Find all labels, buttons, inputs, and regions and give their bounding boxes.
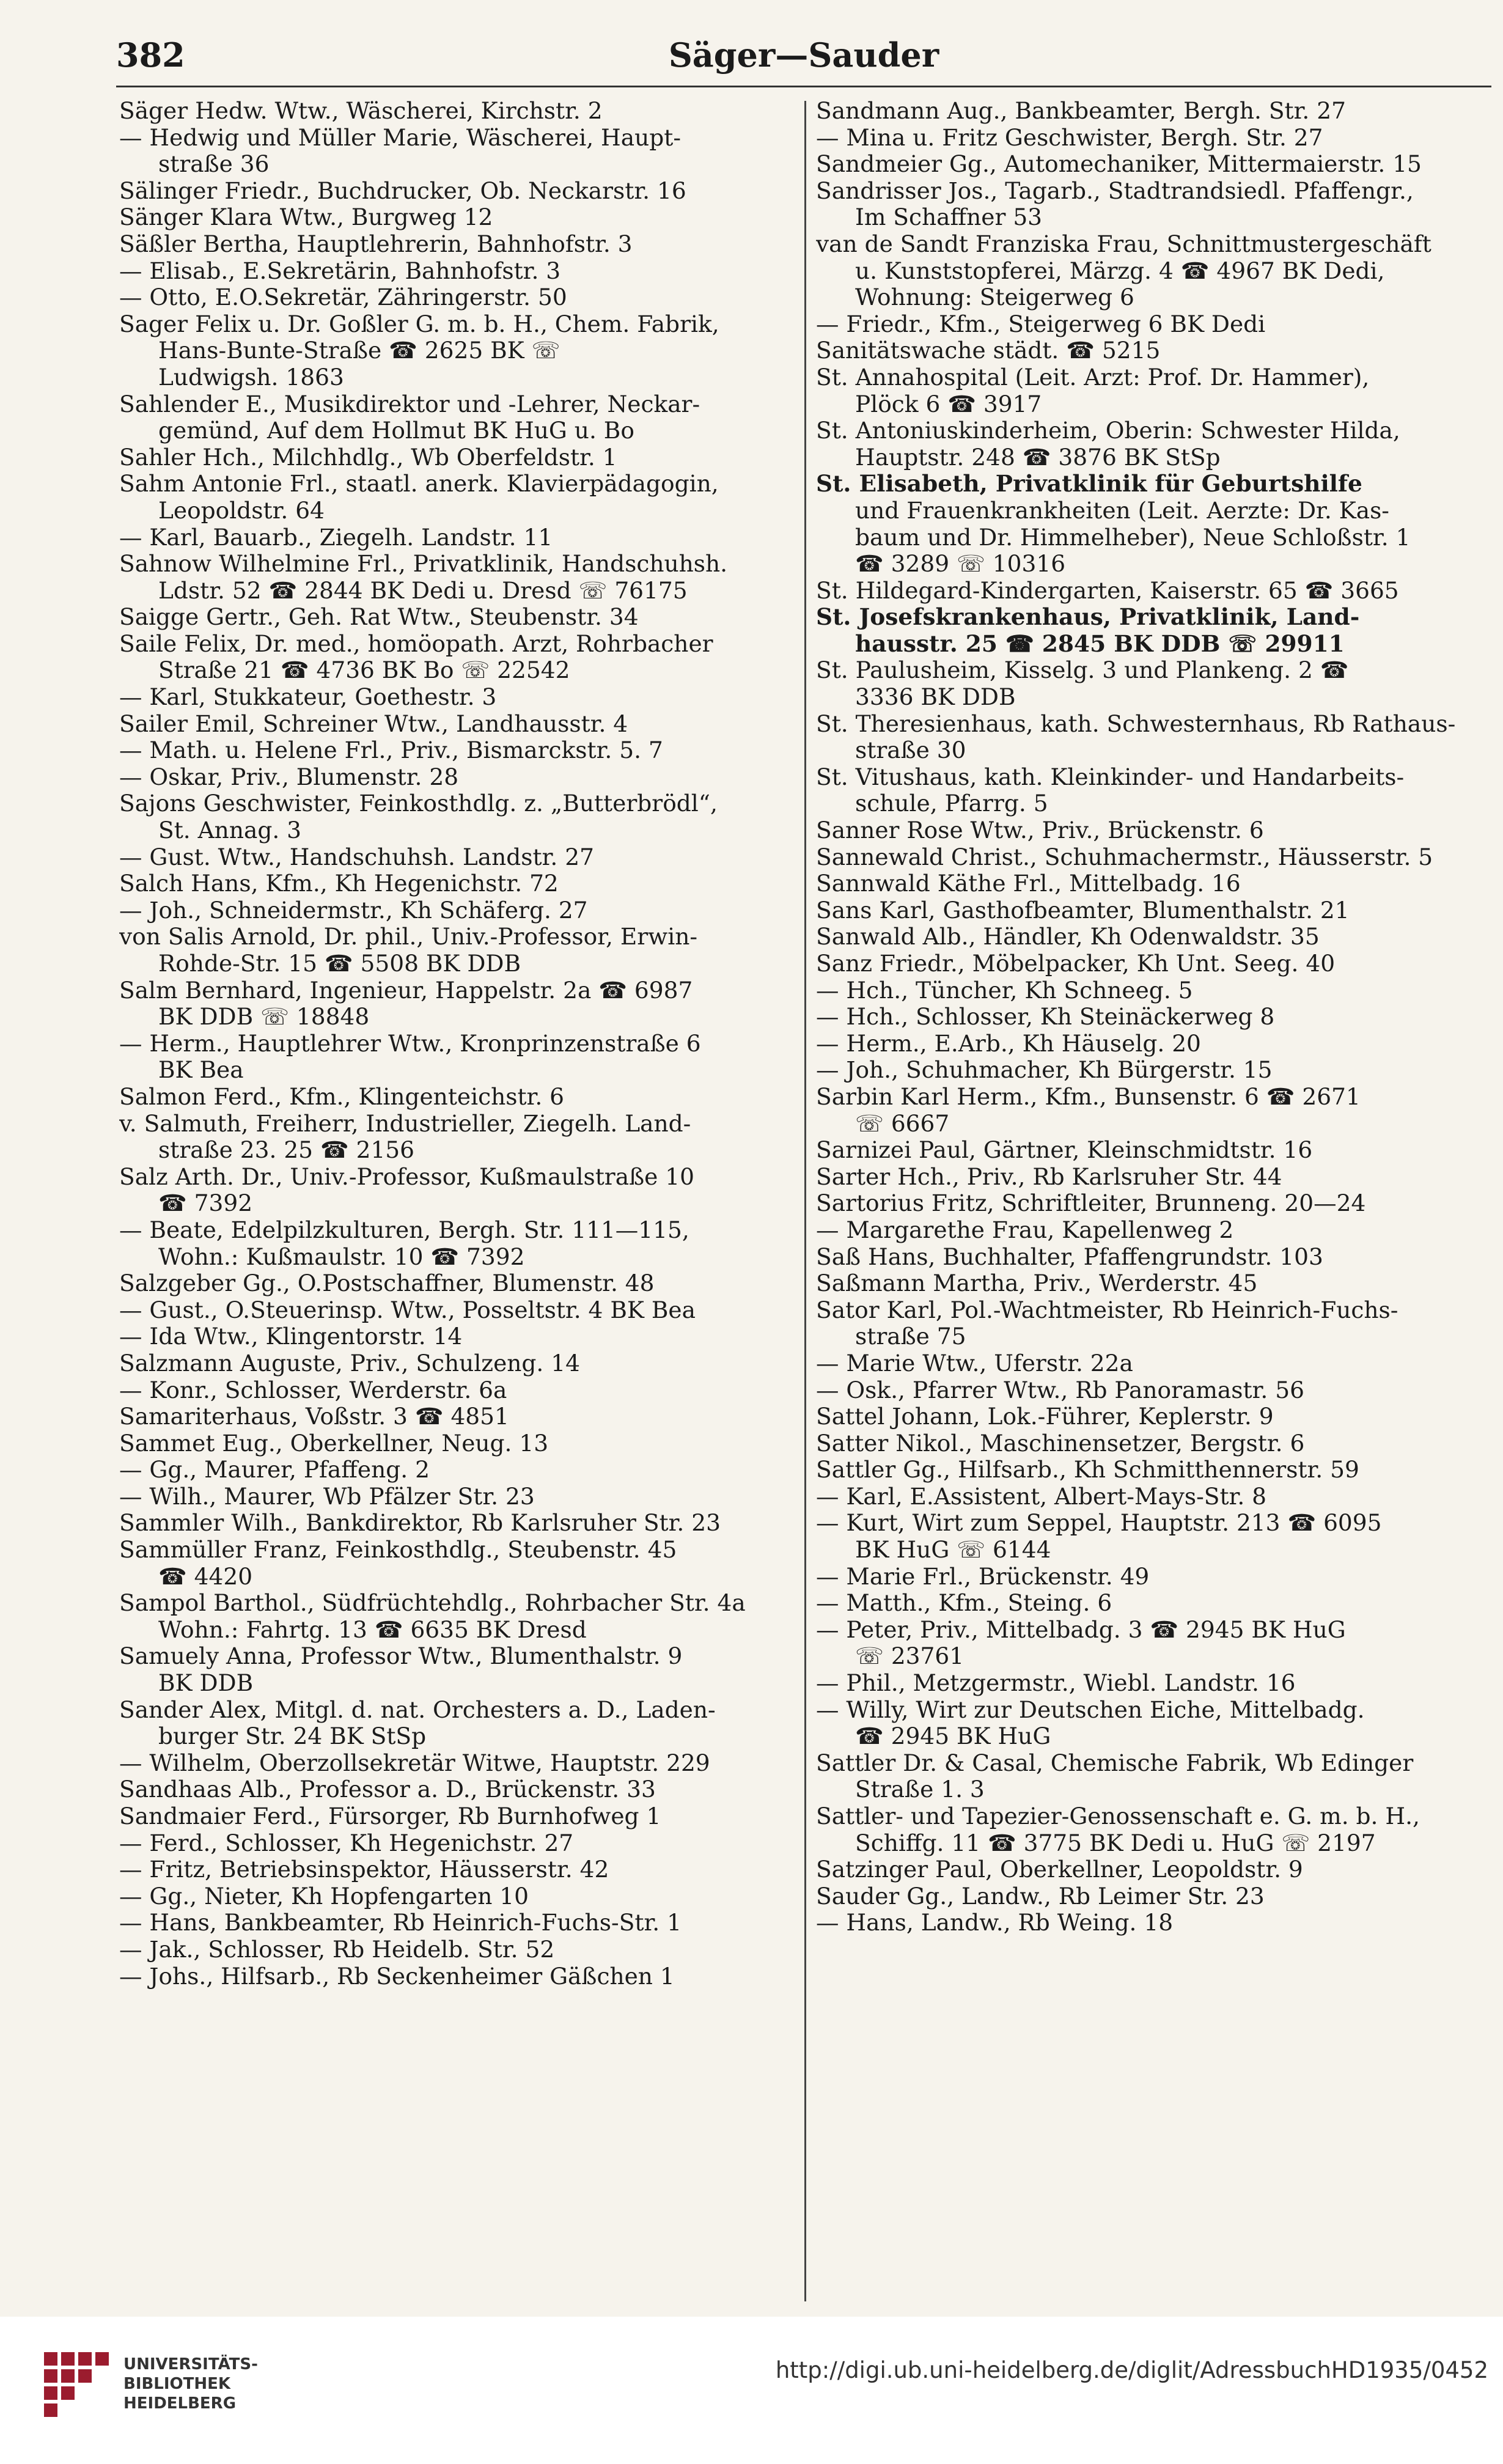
directory-entry-line: van de Sandt Franziska Frau, Schnittmustergeschäft bbox=[816, 230, 1431, 257]
directory-entry-line: straße 75 bbox=[855, 1323, 966, 1350]
directory-entry-line: BK DDB bbox=[158, 1670, 254, 1697]
directory-entry-line: Wohnung: Steigerweg 6 bbox=[855, 284, 1134, 311]
directory-entry-line: Sammler Wilh., Bankdirektor, Rb Karlsruher Str. 23 bbox=[119, 1510, 721, 1537]
directory-entry-line: Sanitätswache städt. ☎ 5215 bbox=[816, 337, 1161, 364]
library-name-line: BIBLIOTHEK bbox=[123, 2375, 231, 2393]
directory-entry-line: — Herm., Hauptlehrer Wtw., Kronprinzenstraße 6 bbox=[119, 1030, 701, 1057]
directory-entry-line: — Otto, E.O.Sekretär, Zähringerstr. 50 bbox=[119, 284, 567, 311]
directory-entry-line: Sahlender E., Musikdirektor und -Lehrer, Neckar- bbox=[119, 391, 700, 417]
directory-entry-line: — Oskar, Priv., Blumenstr. 28 bbox=[119, 763, 459, 790]
directory-entry-line: Salmon Ferd., Kfm., Klingenteichstr. 6 bbox=[119, 1083, 565, 1110]
directory-entry-line: — Marie Frl., Brückenstr. 49 bbox=[816, 1563, 1150, 1590]
directory-entry-line: — Hch., Tüncher, Kh Schneeg. 5 bbox=[816, 977, 1193, 1004]
directory-entry-line: Rohde-Str. 15 ☎ 5508 BK DDB bbox=[158, 951, 521, 977]
directory-entry-line: — Peter, Priv., Mittelbadg. 3 ☎ 2945 BK HuG bbox=[816, 1616, 1346, 1643]
directory-entry-line: baum und Dr. Himmelheber), Neue Schloßstr. 1 bbox=[855, 524, 1411, 551]
directory-entry-line: — Jak., Schlosser, Rb Heidelb. Str. 52 bbox=[119, 1936, 555, 1963]
directory-entry-line: — Wilhelm, Oberzollsekretär Witwe, Hauptstr. 229 bbox=[119, 1749, 710, 1776]
page-header bbox=[116, 35, 1491, 97]
directory-entry-line: Satzinger Paul, Oberkellner, Leopoldstr. 9 bbox=[816, 1856, 1303, 1883]
directory-entry-line: straße 30 bbox=[855, 737, 966, 764]
directory-entry-line: Sans Karl, Gasthofbeamter, Blumenthalstr. 21 bbox=[816, 897, 1350, 924]
directory-entry-line: Sandmeier Gg., Automechaniker, Mittermaierstr. 15 bbox=[816, 151, 1422, 178]
directory-entry-line: Sarnizei Paul, Gärtner, Kleinschmidtstr. 16 bbox=[816, 1137, 1313, 1164]
directory-entry-line: — Math. u. Helene Frl., Priv., Bismarckstr. 5. 7 bbox=[119, 737, 663, 764]
directory-entry-line: ☎ 7392 bbox=[158, 1190, 253, 1217]
directory-entry-line: u. Kunststopferei, Märzg. 4 ☎ 4967 BK Dedi, bbox=[855, 257, 1385, 284]
directory-entry-line: — Osk., Pfarrer Wtw., Rb Panoramastr. 56 bbox=[816, 1377, 1304, 1403]
directory-entry-line: Straße 1. 3 bbox=[855, 1776, 985, 1803]
directory-entry-line: v. Salmuth, Freiherr, Industrieller, Ziegelh. Land- bbox=[119, 1110, 691, 1137]
directory-entry-line: Sager Felix u. Dr. Goßler G. m. b. H., Chem. Fabrik, bbox=[119, 311, 719, 337]
directory-entry-line: Im Schaffner 53 bbox=[855, 204, 1043, 231]
directory-entry-line: Saile Felix, Dr. med., homöopath. Arzt, Rohrbacher bbox=[119, 630, 713, 657]
directory-entry-line: Wohn.: Kußmaulstr. 10 ☎ 7392 bbox=[158, 1243, 525, 1270]
directory-entry-line: Sanwald Alb., Händler, Kh Odenwaldstr. 35 bbox=[816, 924, 1320, 951]
directory-entry-line: Salch Hans, Kfm., Kh Hegenichstr. 72 bbox=[119, 870, 559, 897]
directory-entry-line: — Kurt, Wirt zum Seppel, Hauptstr. 213 ☎ 6095 bbox=[816, 1510, 1382, 1537]
directory-entry-line: Salm Bernhard, Ingenieur, Happelstr. 2a ☎ 6987 bbox=[119, 977, 693, 1004]
directory-entry-line: hausstr. 25 ☎ 2845 BK DDB ☏ 29911 bbox=[855, 630, 1345, 657]
directory-entry-line: Straße 21 ☎ 4736 BK Bo ☏ 22542 bbox=[158, 657, 570, 684]
directory-entry-line: Samariterhaus, Voßstr. 3 ☎ 4851 bbox=[119, 1403, 509, 1430]
directory-entry-line: — Elisab., E.Sekretärin, Bahnhofstr. 3 bbox=[119, 257, 561, 284]
directory-entry-line: Sattler Dr. & Casal, Chemische Fabrik, Wb Edinger bbox=[816, 1749, 1414, 1776]
directory-entry-line: von Salis Arnold, Dr. phil., Univ.-Professor, Erwin- bbox=[119, 924, 698, 951]
directory-entry-line: — Johs., Hilfsarb., Rb Seckenheimer Gäßchen 1 bbox=[119, 1963, 675, 1990]
library-name-line: HEIDELBERG bbox=[123, 2394, 237, 2413]
directory-entry-line: Leopoldstr. 64 bbox=[158, 497, 325, 524]
directory-entry-line: ☎ 2945 BK HuG bbox=[855, 1723, 1051, 1750]
directory-entry-line: Sailer Emil, Schreiner Wtw., Landhausstr. 4 bbox=[119, 710, 628, 737]
directory-entry-line: — Phil., Metzgermstr., Wiebl. Landstr. 16 bbox=[816, 1670, 1296, 1697]
directory-entry-line: BK HuG ☏ 6144 bbox=[855, 1537, 1051, 1564]
directory-entry-line: Sandmann Aug., Bankbeamter, Bergh. Str. 27 bbox=[816, 98, 1346, 124]
library-logo-icon bbox=[40, 2348, 114, 2428]
directory-entry-line: St. Elisabeth, Privatklinik für Geburtshilfe bbox=[816, 471, 1362, 498]
directory-entry-line: Sandrisser Jos., Tagarb., Stadtrandsiedl. Pfaffengr., bbox=[816, 177, 1414, 204]
directory-entry-line: — Gg., Nieter, Kh Hopfengarten 10 bbox=[119, 1883, 529, 1910]
directory-entry-line: Sänger Klara Wtw., Burgweg 12 bbox=[119, 204, 493, 231]
directory-entry-line: Sammet Eug., Oberkellner, Neug. 13 bbox=[119, 1430, 549, 1457]
directory-entry-line: Salzmann Auguste, Priv., Schulzeng. 14 bbox=[119, 1350, 580, 1377]
directory-entry-line: — Karl, Stukkateur, Goethestr. 3 bbox=[119, 684, 497, 711]
library-name bbox=[123, 2355, 258, 2413]
directory-entry-line: Sator Karl, Pol.-Wachtmeister, Rb Heinrich-Fuchs- bbox=[816, 1296, 1398, 1323]
directory-entry-line: — Hans, Landw., Rb Weing. 18 bbox=[816, 1910, 1174, 1936]
directory-entry-line: — Gg., Maurer, Pfaffeng. 2 bbox=[119, 1457, 430, 1484]
directory-entry-line: Ldstr. 52 ☎ 2844 BK Dedi u. Dresd ☏ 76175 bbox=[158, 577, 688, 604]
directory-entry-line: — Karl, Bauarb., Ziegelh. Landstr. 11 bbox=[119, 524, 553, 551]
directory-entry-line: St. Hildegard-Kindergarten, Kaiserstr. 65 ☎ 3665 bbox=[816, 577, 1399, 604]
directory-entry-line: Sauder Gg., Landw., Rb Leimer Str. 23 bbox=[816, 1883, 1265, 1910]
directory-entry-line: — Konr., Schlosser, Werderstr. 6a bbox=[119, 1377, 507, 1403]
directory-entry-line: Sandmaier Ferd., Fürsorger, Rb Burnhofweg 1 bbox=[119, 1803, 661, 1830]
directory-entry-line: Sahm Antonie Frl., staatl. anerk. Klavierpädagogin, bbox=[119, 471, 719, 498]
directory-entry-line: — Beate, Edelpilzkulturen, Bergh. Str. 111—115, bbox=[119, 1216, 689, 1243]
directory-entry-line: Samuely Anna, Professor Wtw., Blumenthalstr. 9 bbox=[119, 1643, 683, 1670]
directory-entry-line: und Frauenkrankheiten (Leit. Aerzte: Dr. Kas- bbox=[855, 497, 1389, 524]
directory-entry-line: ☏ 6667 bbox=[855, 1110, 950, 1137]
directory-entry-line: Saigge Gertr., Geh. Rat Wtw., Steubenstr. 34 bbox=[119, 604, 639, 631]
directory-entry-line: Schiffg. 11 ☎ 3775 BK Dedi u. HuG ☏ 2197 bbox=[855, 1830, 1376, 1856]
directory-entry-line: Hans-Bunte-Straße ☎ 2625 BK ☏ bbox=[158, 337, 560, 364]
left-column bbox=[119, 98, 795, 1990]
directory-entry-line: gemünd, Auf dem Hollmut BK HuG u. Bo bbox=[158, 417, 634, 444]
directory-entry-line: — Joh., Schneidermstr., Kh Schäferg. 27 bbox=[119, 897, 588, 924]
directory-entry-line: St. Vitushaus, kath. Kleinkinder- und Handarbeits- bbox=[816, 763, 1405, 790]
directory-entry-line: Sannwald Käthe Frl., Mittelbadg. 16 bbox=[816, 870, 1241, 897]
directory-entry-line: — Mina u. Fritz Geschwister, Bergh. Str. 27 bbox=[816, 124, 1323, 151]
directory-entry-line: — Matth., Kfm., Steing. 6 bbox=[816, 1590, 1112, 1617]
directory-entry-line: — Wilh., Maurer, Wb Pfälzer Str. 23 bbox=[119, 1483, 535, 1510]
directory-entry-line: Wohn.: Fahrtg. 13 ☎ 6635 BK Dresd bbox=[158, 1616, 587, 1643]
directory-entry-line: ☏ 23761 bbox=[855, 1643, 965, 1670]
page-number: 382 bbox=[116, 35, 185, 75]
directory-entry-line: Sander Alex, Mitgl. d. nat. Orchesters a. D., Laden- bbox=[119, 1696, 716, 1723]
directory-entry-line: straße 36 bbox=[158, 151, 270, 178]
directory-entry-line: Sattel Johann, Lok.-Führer, Keplerstr. 9 bbox=[816, 1403, 1274, 1430]
directory-entry-line: 3336 BK DDB bbox=[855, 684, 1016, 711]
directory-entry-line: — Gust., O.Steuerinsp. Wtw., Posseltstr. 4 BK Bea bbox=[119, 1296, 696, 1323]
directory-entry-line: Säßler Bertha, Hauptlehrerin, Bahnhofstr. 3 bbox=[119, 230, 633, 257]
directory-entry-line: St. Theresienhaus, kath. Schwesternhaus, Rb Rathaus- bbox=[816, 710, 1456, 737]
directory-entry-line: St. Antoniuskinderheim, Oberin: Schwester Hilda, bbox=[816, 417, 1400, 444]
directory-entry-line: Sajons Geschwister, Feinkosthdlg. z. „Butterbrödl“, bbox=[119, 790, 718, 817]
directory-entry-line: Hauptstr. 248 ☎ 3876 BK StSp bbox=[855, 444, 1221, 471]
directory-entry-line: St. Paulusheim, Kisselg. 3 und Plankeng. 2 ☎ bbox=[816, 657, 1349, 684]
directory-entry-line: — Hans, Bankbeamter, Rb Heinrich-Fuchs-Str. 1 bbox=[119, 1910, 682, 1936]
directory-entry-line: Sammüller Franz, Feinkosthdlg., Steubenstr. 45 bbox=[119, 1537, 677, 1564]
library-name-line: UNIVERSITÄTS- bbox=[123, 2355, 258, 2374]
directory-entry-line: — Willy, Wirt zur Deutschen Eiche, Mittelbadg. bbox=[816, 1696, 1365, 1723]
directory-entry-line: Sattler- und Tapezier-Genossenschaft e. G. m. b. H., bbox=[816, 1803, 1420, 1830]
directory-entry-line: burger Str. 24 BK StSp bbox=[158, 1723, 427, 1750]
directory-entry-line: — Hedwig und Müller Marie, Wäscherei, Haupt- bbox=[119, 124, 681, 151]
directory-entry-line: — Hch., Schlosser, Kh Steinäckerweg 8 bbox=[816, 1004, 1275, 1031]
directory-entry-line: BK DDB ☏ 18848 bbox=[158, 1004, 370, 1031]
header-rule bbox=[116, 86, 1491, 87]
directory-entry-line: Sannewald Christ., Schuhmachermstr., Häusserstr. 5 bbox=[816, 844, 1433, 870]
directory-entry-line: Sanner Rose Wtw., Priv., Brückenstr. 6 bbox=[816, 817, 1264, 844]
directory-entry-line: Salz Arth. Dr., Univ.-Professor, Kußmaulstraße 10 bbox=[119, 1163, 694, 1190]
directory-entry-line: — Marie Wtw., Uferstr. 22a bbox=[816, 1350, 1133, 1377]
directory-entry-line: Sahnow Wilhelmine Frl., Privatklinik, Handschuhsh. bbox=[119, 551, 728, 578]
directory-entry-line: straße 23. 25 ☎ 2156 bbox=[158, 1137, 415, 1164]
directory-entry-line: — Fritz, Betriebsinspektor, Häusserstr. 42 bbox=[119, 1856, 609, 1883]
right-column bbox=[816, 98, 1494, 1936]
directory-entry-line: ☎ 4420 bbox=[158, 1563, 253, 1590]
directory-entry-line: Sahler Hch., Milchhdlg., Wb Oberfeldstr. 1 bbox=[119, 444, 617, 471]
directory-entry-line: Sampol Barthol., Südfrüchtehdlg., Rohrbacher Str. 4a bbox=[119, 1590, 746, 1617]
directory-entry-line: ☎ 3289 ☏ 10316 bbox=[855, 551, 1066, 578]
directory-entry-line: BK Bea bbox=[158, 1057, 244, 1084]
directory-entry-line: Salzgeber Gg., O.Postschaffner, Blumenstr. 48 bbox=[119, 1270, 655, 1297]
directory-entry-line: schule, Pfarrg. 5 bbox=[855, 790, 1048, 817]
directory-entry-line: Säger Hedw. Wtw., Wäscherei, Kirchstr. 2 bbox=[119, 98, 603, 124]
running-head: Säger—Sauder bbox=[668, 35, 939, 75]
directory-entry-line: — Karl, E.Assistent, Albert-Mays-Str. 8 bbox=[816, 1483, 1267, 1510]
directory-entry-line: — Gust. Wtw., Handschuhsh. Landstr. 27 bbox=[119, 844, 594, 870]
directory-entry-line: — Ferd., Schlosser, Kh Hegenichstr. 27 bbox=[119, 1830, 574, 1856]
directory-entry-line: Sattler Gg., Hilfsarb., Kh Schmitthennerstr. 59 bbox=[816, 1457, 1359, 1484]
directory-entry-line: Sanz Friedr., Möbelpacker, Kh Unt. Seeg. 40 bbox=[816, 951, 1336, 977]
directory-entry-line: — Margarethe Frau, Kapellenweg 2 bbox=[816, 1216, 1234, 1243]
directory-entry-line: Plöck 6 ☎ 3917 bbox=[855, 391, 1042, 417]
directory-entry-line: Sartorius Fritz, Schriftleiter, Brunneng. 20—24 bbox=[816, 1190, 1366, 1217]
directory-entry-line: Satter Nikol., Maschinensetzer, Bergstr. 6 bbox=[816, 1430, 1305, 1457]
directory-entry-line: St. Josefskrankenhaus, Privatklinik, Land- bbox=[816, 604, 1360, 631]
source-url[interactable]: http://digi.ub.uni-heidelberg.de/diglit/AdressbuchHD1935/0452 bbox=[775, 2357, 1488, 2383]
directory-entry-line: Sarter Hch., Priv., Rb Karlsruher Str. 44 bbox=[816, 1163, 1282, 1190]
directory-entry-line: — Friedr., Kfm., Steigerweg 6 BK Dedi bbox=[816, 311, 1266, 337]
footer bbox=[0, 2317, 1503, 2464]
directory-entry-line: Sälinger Friedr., Buchdrucker, Ob. Neckarstr. 16 bbox=[119, 177, 686, 204]
directory-entry-line: Saßmann Martha, Priv., Werderstr. 45 bbox=[816, 1270, 1258, 1297]
directory-entry-line: St. Annag. 3 bbox=[158, 817, 302, 844]
directory-entry-line: Saß Hans, Buchhalter, Pfaffengrundstr. 103 bbox=[816, 1243, 1323, 1270]
directory-entry-line: — Joh., Schuhmacher, Kh Bürgerstr. 15 bbox=[816, 1057, 1273, 1084]
directory-entry-line: Ludwigsh. 1863 bbox=[158, 364, 344, 391]
directory-entry-line: Sarbin Karl Herm., Kfm., Bunsenstr. 6 ☎ 2671 bbox=[816, 1083, 1361, 1110]
directory-entry-line: — Ida Wtw., Klingentorstr. 14 bbox=[119, 1323, 463, 1350]
directory-entry-line: St. Annahospital (Leit. Arzt: Prof. Dr. Hammer), bbox=[816, 364, 1370, 391]
directory-entry-line: — Herm., E.Arb., Kh Häuselg. 20 bbox=[816, 1030, 1201, 1057]
column-divider bbox=[804, 101, 806, 2301]
directory-entry-line: Sandhaas Alb., Professor a. D., Brückenstr. 33 bbox=[119, 1776, 656, 1803]
